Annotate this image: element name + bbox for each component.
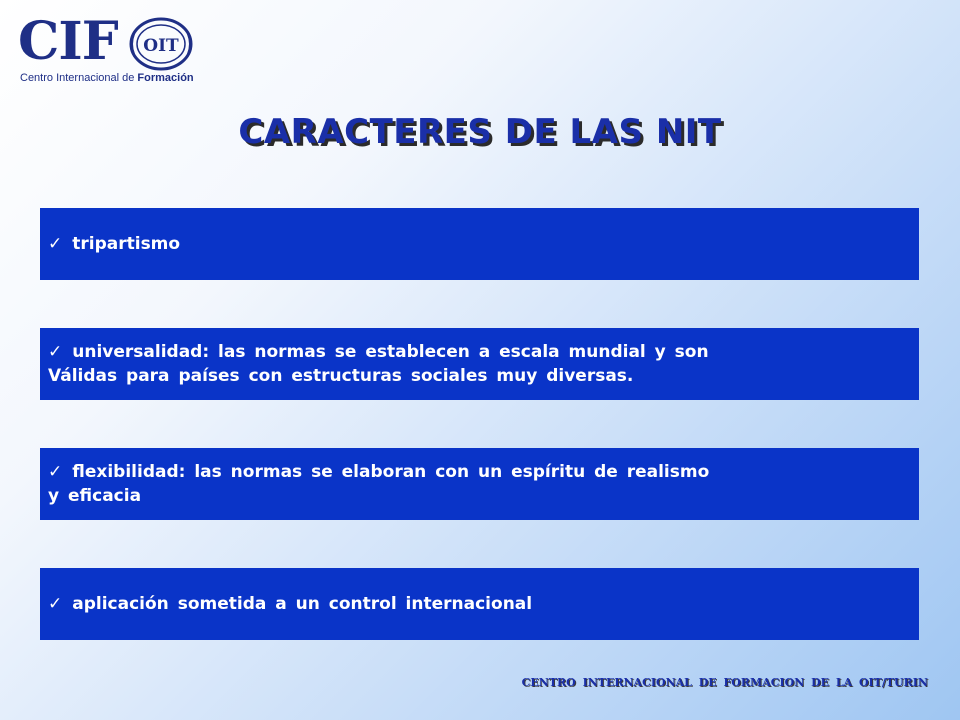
logo-subtitle-regular: Centro Internacional de xyxy=(20,72,138,84)
cif-logo xyxy=(18,11,198,86)
ilo-emblem-icon xyxy=(126,16,196,72)
item-line xyxy=(48,232,911,256)
item-text: aplicación sometida a un control internacional xyxy=(72,594,533,614)
item-universalidad xyxy=(40,328,919,400)
item-flexibilidad xyxy=(40,448,919,520)
item-aplicacion xyxy=(40,568,919,640)
check-icon: ✓ xyxy=(48,234,63,254)
item-line-continuation: Válidas para países con estructuras sociales muy diversas. xyxy=(48,366,634,386)
check-icon: ✓ xyxy=(48,342,63,362)
check-icon: ✓ xyxy=(48,462,63,482)
item-line-continuation: y eficacia xyxy=(48,486,142,506)
logo-wordmark: CIF xyxy=(18,11,118,72)
item-line xyxy=(48,340,911,364)
logo-subtitle xyxy=(20,72,194,84)
item-text: flexibilidad: las normas se elaboran con un espíritu de realismo xyxy=(72,462,710,482)
item-tripartismo xyxy=(40,208,919,280)
item-line xyxy=(48,460,911,484)
item-text: universalidad: las normas se establecen a escala mundial y son xyxy=(72,342,709,362)
emblem-text: OIT xyxy=(143,36,179,56)
item-text: tripartismo xyxy=(72,234,181,254)
logo-subtitle-bold: Formación xyxy=(137,72,194,84)
check-icon: ✓ xyxy=(48,594,63,614)
item-line xyxy=(48,592,911,616)
footer-text: CENTRO INTERNACIONAL DE FORMACION DE LA OIT/TURIN xyxy=(521,676,928,689)
page-title: CARACTERES DE LAS NIT xyxy=(238,112,722,152)
